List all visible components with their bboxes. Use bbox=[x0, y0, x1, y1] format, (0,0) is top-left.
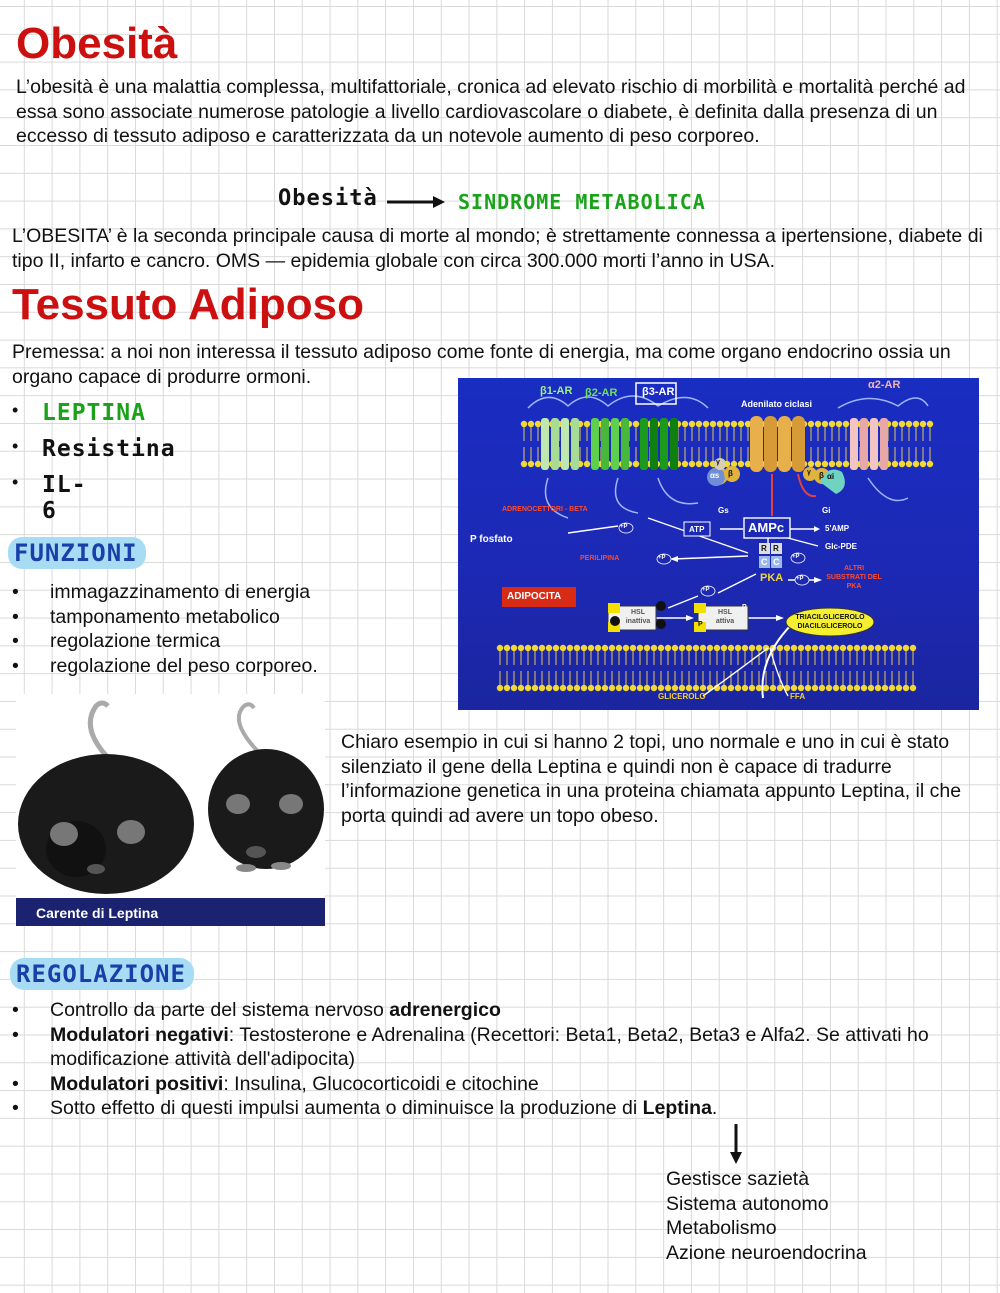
lipid-head bbox=[679, 685, 685, 691]
label-p-hsl2: P bbox=[698, 621, 703, 628]
lipid-head bbox=[906, 461, 912, 467]
lipid-head bbox=[861, 685, 867, 691]
lipid-head bbox=[829, 461, 835, 467]
list-item: Sistema autonomo bbox=[666, 1192, 829, 1215]
lipid-head bbox=[574, 645, 580, 651]
lipid-head bbox=[756, 645, 762, 651]
lipid-head bbox=[735, 645, 741, 651]
lipid-head bbox=[899, 461, 905, 467]
label-perilipina: PERILIPINA bbox=[580, 555, 620, 562]
lipid-head bbox=[602, 645, 608, 651]
label-a2: α2-AR bbox=[868, 379, 901, 391]
obesita-title: Obesità bbox=[16, 19, 178, 68]
lipid-head bbox=[658, 685, 664, 691]
obesita-intro: L’obesità è una malattia complessa, multifattoriale, cronica ad elevato rischio di morbilità e mortalità perché ad essa sono associate numerose patologie a livello cardiovascolare o diabete, è definita dalla presenza di un eccesso di tessuto adiposo e caratterizzata da un notevole aumento di peso corporeo. bbox=[16, 76, 966, 148]
label-gamma-i: γ bbox=[807, 469, 811, 476]
lipid-head bbox=[672, 645, 678, 651]
lipid-head bbox=[710, 421, 716, 427]
lipid-head bbox=[700, 685, 706, 691]
tessuto-premessa: Premessa: a noi non interessa il tessuto adiposo come fonte di energia, ma come organo endocrino ossia un organo capace di produrre ormoni. bbox=[12, 341, 951, 388]
hormone-resistina: Resistina bbox=[42, 436, 176, 462]
label-atp: ATP bbox=[689, 525, 705, 534]
lipid-head bbox=[798, 645, 804, 651]
lipid-head bbox=[815, 461, 821, 467]
label-plusp-3: +P bbox=[792, 554, 800, 560]
list-item: • Sotto effetto di questi impulsi aumenta o diminuisce la produzione di Leptina. bbox=[12, 1096, 952, 1121]
lipid-head bbox=[903, 645, 909, 651]
lipid-head bbox=[889, 685, 895, 691]
lipid-head bbox=[738, 461, 744, 467]
lipid-head bbox=[567, 685, 573, 691]
mice-description: Chiaro esempio in cui si hanno 2 topi, uno normale e uno in cui è stato silenziato il gene della Leptina e quindi non è capace di tradurre l’informazione genetica in una proteina chiamata appunto Leptina, il che porta quindi ad avere un topo obeso. bbox=[341, 731, 962, 827]
funzioni-list bbox=[12, 580, 452, 678]
lipid-head bbox=[682, 461, 688, 467]
list-item: Metabolismo bbox=[666, 1217, 777, 1240]
label-glicerolo: GLICEROLO bbox=[658, 692, 706, 701]
lipid-head bbox=[693, 685, 699, 691]
lipid-head bbox=[581, 685, 587, 691]
lipid-head bbox=[525, 645, 531, 651]
lipid-head bbox=[836, 421, 842, 427]
mice-caption-bar bbox=[16, 898, 325, 926]
lipid-head bbox=[889, 645, 895, 651]
lipid-head bbox=[693, 645, 699, 651]
lipid-head bbox=[665, 685, 671, 691]
list-item: Azione neuroendocrina bbox=[666, 1241, 867, 1264]
lipid-head bbox=[504, 685, 510, 691]
label-b2: β2-AR bbox=[585, 387, 618, 399]
label-gs: Gs bbox=[718, 506, 729, 515]
lipid-head bbox=[714, 645, 720, 651]
lipid-head bbox=[546, 645, 552, 651]
list-item: • Modulatori negativi: Testosterone e Adrenalina (Recettori: Beta1, Beta2, Beta3 e Alfa2. Se attivati ho modificazione attività dell'adipocita) bbox=[12, 1023, 952, 1072]
adipocyte-signaling-diagram bbox=[458, 378, 979, 710]
lipid-head bbox=[532, 685, 538, 691]
lipid-head bbox=[644, 685, 650, 691]
lipid-head bbox=[651, 645, 657, 651]
lipid-head bbox=[528, 461, 534, 467]
label-beta-i: β bbox=[819, 471, 824, 480]
lipid-head bbox=[616, 685, 622, 691]
lipid-head bbox=[854, 645, 860, 651]
lipid-head bbox=[616, 645, 622, 651]
lipid-head bbox=[721, 685, 727, 691]
lipid-head bbox=[826, 645, 832, 651]
lipid-head bbox=[518, 645, 524, 651]
label-ampc: AMPc bbox=[748, 520, 785, 535]
label-alpha-i: αi bbox=[827, 472, 835, 481]
lipid-head bbox=[521, 421, 527, 427]
lipid-head bbox=[518, 685, 524, 691]
leptina-effects bbox=[666, 1167, 867, 1265]
lipid-head bbox=[822, 461, 828, 467]
lipid-head bbox=[602, 685, 608, 691]
lipid-head bbox=[686, 645, 692, 651]
label-hsl-inattiva: HSL inattiva bbox=[625, 609, 651, 625]
lipid-head bbox=[521, 461, 527, 467]
lipid-head bbox=[525, 685, 531, 691]
lipid-head bbox=[539, 645, 545, 651]
regolazione-heading-text: REGOLAZIONE bbox=[16, 960, 186, 988]
lipid-head bbox=[742, 685, 748, 691]
lipid-head bbox=[805, 645, 811, 651]
lipid-head bbox=[689, 421, 695, 427]
lipid-head bbox=[892, 461, 898, 467]
funzioni-heading bbox=[8, 537, 146, 569]
lipid-head bbox=[812, 645, 818, 651]
label-triacil: TRIACILGLICEROLO DIACILGLICEROLO bbox=[795, 614, 865, 630]
lipid-head bbox=[528, 421, 534, 427]
lipid-head bbox=[812, 685, 818, 691]
lipid-head bbox=[735, 685, 741, 691]
lipid-head bbox=[847, 645, 853, 651]
lipid-head bbox=[532, 645, 538, 651]
lipid-head bbox=[497, 685, 503, 691]
lipid-head bbox=[868, 685, 874, 691]
lipid-head bbox=[581, 645, 587, 651]
arrow-down-icon bbox=[726, 1122, 746, 1166]
lipid-head bbox=[815, 421, 821, 427]
obesita-paragraph2: L’OBESITA’ è la seconda principale causa di morte al mondo; è strettamente connessa a ipertensione, diabete di tipo II, infarto e cancro. OMS — epidemia globale con circa 300.000 morti l’anno in USA. bbox=[12, 225, 983, 272]
list-item: • regolazione del peso corporeo. bbox=[12, 654, 452, 679]
lipid-head bbox=[833, 645, 839, 651]
hormone-leptina: LEPTINA bbox=[42, 400, 146, 426]
lipid-head bbox=[910, 685, 916, 691]
lipid-head bbox=[672, 685, 678, 691]
lipid-head bbox=[679, 645, 685, 651]
lipid-head bbox=[731, 421, 737, 427]
lipid-head bbox=[721, 645, 727, 651]
lipid-head bbox=[703, 461, 709, 467]
lipid-head bbox=[560, 685, 566, 691]
lipid-head bbox=[913, 461, 919, 467]
lipid-head bbox=[868, 645, 874, 651]
label-plusp-1: +P bbox=[620, 524, 628, 530]
label-r2: R bbox=[773, 544, 779, 553]
lipid-head bbox=[791, 685, 797, 691]
lipid-head bbox=[875, 685, 881, 691]
lipid-head bbox=[749, 645, 755, 651]
lipid-head bbox=[553, 645, 559, 651]
lipid-head bbox=[749, 685, 755, 691]
lipid-head bbox=[595, 645, 601, 651]
lipid-head bbox=[920, 461, 926, 467]
lipid-head bbox=[588, 645, 594, 651]
lipid-head bbox=[497, 645, 503, 651]
lipid-head bbox=[840, 685, 846, 691]
lipid-head bbox=[682, 421, 688, 427]
lipid-head bbox=[658, 645, 664, 651]
lipid-head bbox=[637, 645, 643, 651]
label-5amp: 5'AMP bbox=[825, 524, 850, 533]
lipid-head bbox=[875, 645, 881, 651]
label-altri: ALTRI SUBSTRATI DEL PKA bbox=[826, 565, 882, 590]
lipid-head bbox=[609, 645, 615, 651]
lipid-head bbox=[700, 645, 706, 651]
lipid-head bbox=[535, 461, 541, 467]
lipid-head bbox=[847, 685, 853, 691]
mice-image bbox=[16, 694, 325, 899]
lipid-head bbox=[623, 685, 629, 691]
lipid-head bbox=[724, 421, 730, 427]
lipid-head bbox=[854, 685, 860, 691]
lipid-head bbox=[595, 685, 601, 691]
lipid-head bbox=[535, 421, 541, 427]
lipid-head bbox=[630, 685, 636, 691]
label-gamma-s: γ bbox=[716, 459, 720, 466]
lipid-head bbox=[584, 461, 590, 467]
lipid-head bbox=[633, 421, 639, 427]
lipid-head bbox=[689, 461, 695, 467]
lipid-head bbox=[574, 685, 580, 691]
list-item: • regolazione termica bbox=[12, 629, 452, 654]
lipid-head bbox=[728, 645, 734, 651]
label-p-hsl: P bbox=[742, 604, 747, 611]
lipid-head bbox=[791, 645, 797, 651]
lipid-head bbox=[742, 645, 748, 651]
label-c1: C bbox=[761, 557, 768, 567]
lipid-head bbox=[686, 685, 692, 691]
lipid-head bbox=[819, 685, 825, 691]
lipid-head bbox=[567, 645, 573, 651]
lipid-head bbox=[920, 421, 926, 427]
lipid-head bbox=[717, 421, 723, 427]
lipid-head bbox=[808, 461, 814, 467]
label-b1: β1-AR bbox=[540, 385, 573, 397]
funzioni-heading-text: FUNZIONI bbox=[14, 539, 138, 567]
lipid-head bbox=[511, 685, 517, 691]
mice-caption: Carente di Leptina bbox=[36, 905, 159, 921]
lipid-head bbox=[822, 421, 828, 427]
lipid-head bbox=[651, 685, 657, 691]
lipid-head bbox=[553, 685, 559, 691]
lipid-head bbox=[777, 645, 783, 651]
label-plusp-2: +P bbox=[658, 555, 666, 561]
lipid-head bbox=[665, 645, 671, 651]
lipid-head bbox=[637, 685, 643, 691]
lipid-head bbox=[906, 421, 912, 427]
label-alpha-s: αs bbox=[710, 471, 720, 480]
lipid-head bbox=[546, 685, 552, 691]
lipid-head bbox=[903, 685, 909, 691]
lipid-head bbox=[836, 461, 842, 467]
lipid-head bbox=[861, 645, 867, 651]
label-b3: β3-AR bbox=[642, 386, 675, 398]
lipid-head bbox=[829, 421, 835, 427]
lipid-head bbox=[707, 645, 713, 651]
regolazione-heading bbox=[10, 958, 194, 990]
lipid-head bbox=[843, 421, 849, 427]
note-obesita: Obesità bbox=[278, 186, 378, 211]
lipid-head bbox=[927, 461, 933, 467]
lipid-head bbox=[588, 685, 594, 691]
list-item: Gestisce sazietà bbox=[666, 1168, 810, 1190]
label-c2: C bbox=[773, 557, 780, 567]
lipid-head bbox=[539, 685, 545, 691]
lipid-head bbox=[703, 421, 709, 427]
label-beta-s: β bbox=[728, 469, 733, 478]
lipid-head bbox=[833, 685, 839, 691]
lipid-head bbox=[819, 645, 825, 651]
list-item: • tamponamento metabolico bbox=[12, 605, 452, 630]
label-glcpde: Glc-PDE bbox=[825, 542, 858, 551]
lipid-head bbox=[892, 421, 898, 427]
mice-photo bbox=[16, 694, 325, 926]
list-item: • Modulatori positivi: Insulina, Glucocorticoidi e citochine bbox=[12, 1072, 952, 1097]
label-adrenocettori: ADRENOCETTORI - BETA bbox=[502, 506, 588, 513]
lipid-head bbox=[623, 645, 629, 651]
list-item: • Controllo da parte del sistema nervoso adrenergico bbox=[12, 998, 952, 1023]
lipid-head bbox=[882, 685, 888, 691]
label-hsl-attiva: HSL attiva bbox=[715, 609, 735, 625]
label-r1: R bbox=[761, 544, 767, 553]
lipid-head bbox=[756, 685, 762, 691]
lipid-head bbox=[843, 461, 849, 467]
lipid-head bbox=[808, 421, 814, 427]
hormone-il6: IL-6 bbox=[42, 472, 87, 524]
lipid-head bbox=[696, 421, 702, 427]
lipid-head bbox=[882, 645, 888, 651]
label-plusp-5: +P bbox=[702, 587, 710, 593]
lipid-head bbox=[763, 685, 769, 691]
label-pka: PKA bbox=[760, 572, 784, 584]
diagram-graphics bbox=[458, 378, 979, 710]
lipid-head bbox=[644, 645, 650, 651]
lipid-head bbox=[913, 421, 919, 427]
label-ffa: FFA bbox=[790, 692, 806, 701]
label-pfosfato: P fosfato bbox=[470, 534, 513, 545]
note-sindrome-metabolica: SINDROME METABOLICA bbox=[458, 190, 706, 214]
label-adenilato: Adenilato ciclasi bbox=[741, 399, 813, 409]
label-adipocita: ADIPOCITA bbox=[507, 591, 562, 602]
lipid-head bbox=[560, 645, 566, 651]
lipid-head bbox=[805, 685, 811, 691]
lipid-head bbox=[910, 645, 916, 651]
lipid-head bbox=[798, 685, 804, 691]
lipid-head bbox=[840, 645, 846, 651]
list-item: • immagazzinamento di energia bbox=[12, 580, 452, 605]
lipid-head bbox=[696, 461, 702, 467]
lipid-head bbox=[826, 685, 832, 691]
lipid-head bbox=[784, 645, 790, 651]
label-plusp-4: +P bbox=[796, 576, 804, 582]
lipid-head bbox=[609, 685, 615, 691]
lipid-head bbox=[504, 645, 510, 651]
lipid-head bbox=[630, 645, 636, 651]
tessuto-title: Tessuto Adiposo bbox=[12, 280, 364, 329]
lipid-head bbox=[584, 421, 590, 427]
lipid-head bbox=[511, 645, 517, 651]
lipid-head bbox=[896, 645, 902, 651]
lipid-head bbox=[896, 685, 902, 691]
label-gi: Gi bbox=[822, 506, 831, 515]
lipid-head bbox=[633, 461, 639, 467]
arrow-right-icon bbox=[385, 194, 447, 210]
lipid-head bbox=[738, 421, 744, 427]
lipid-head bbox=[728, 685, 734, 691]
lipid-head bbox=[770, 685, 776, 691]
lipid-head bbox=[899, 421, 905, 427]
regolazione-list bbox=[12, 998, 952, 1121]
lipid-head bbox=[927, 421, 933, 427]
